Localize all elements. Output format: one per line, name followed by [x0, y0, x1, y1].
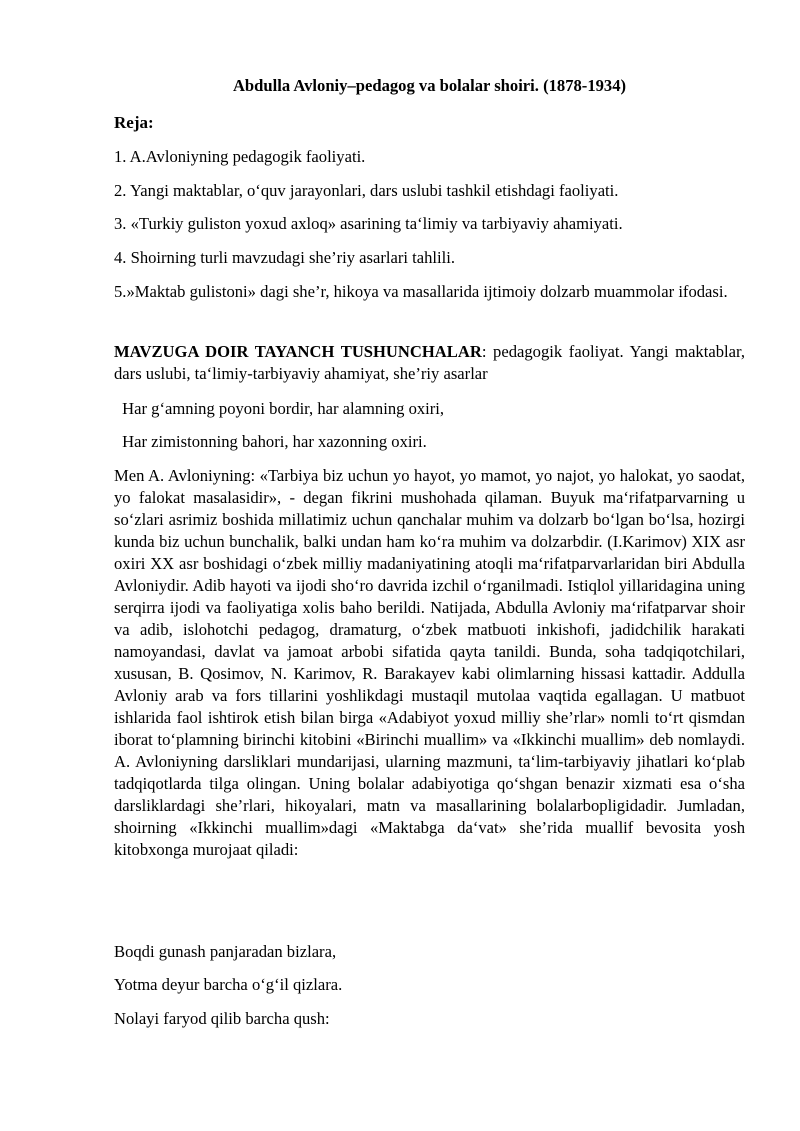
- poem-line: Yotma deyur barcha o‘g‘il qizlara.: [114, 975, 343, 994]
- poem-line: Nolayi faryod qilib barcha qush:: [114, 1009, 330, 1028]
- plan-item: 5.»Maktab gulistoni» dagi she’r, hikoya va masallarida ijtimoiy dolzarb muammolar ifodasi.: [114, 282, 728, 301]
- plan-heading: Reja:: [114, 113, 154, 132]
- poem-line: Boqdi gunash panjaradan bizlara,: [114, 942, 337, 961]
- plan-item: 4. Shoirning turli mavzudagi she’riy asarlari tahlili.: [114, 248, 456, 267]
- verse-line: Har g‘amning poyoni bordir, har alamning oxiri,: [118, 399, 445, 418]
- key-concepts-text: : pedagogik faoliyat. Yangi maktablar, dars uslubi, ta‘limiy-tarbiyaviy ahamiyat, she’riy asarlar: [114, 342, 745, 383]
- verse-line: Har zimistonning bahori, har xazonning oxiri.: [118, 432, 427, 451]
- plan-item: 1. A.Avloniyning pedagogik faoliyati.: [114, 147, 366, 166]
- page-title: Abdulla Avloniy–pedagog va bolalar shoiri. (1878-1934): [232, 76, 627, 95]
- plan-item: 2. Yangi maktablar, o‘quv jarayonlari, dars uslubi tashkil etishdagi faoliyati.: [114, 181, 619, 200]
- key-concepts: [114, 341, 745, 385]
- key-concepts-label: MAVZUGA DOIR TAYANCH TUSHUNCHALAR: [114, 342, 482, 361]
- body-paragraph: Men A. Avloniyning: «Tarbiya biz uchun yo hayot, yo mamot, yo najot, yo halokat, yo saodat, yo falokat masalasidir», - degan fikrini mushohada qilaman. Buyuk ma‘rifatparvarning u so‘zlari asrimiz boshida millatimiz uchun qanchalar muhim va dolzarb bo‘lgan bo‘lsa, hozirgi kunda biz uchun bunchalik, balki undan ham ko‘ra muhim va dolzarbdir. (I.Karimov) XIX asr oxiri XX asr boshidagi o‘zbek milliy madaniyatining atoqli ma‘rifatparvarlaridan biri Abdulla Avloniydir. Adib hayoti va ijodi sho‘ro davrida izchil o‘rganilmadi. Istiqlol yillaridagina uning serqirra ijodi va faoliyatiga xolis baho berildi. Natijada, Abdulla Avloniy ma‘rifatparvar shoir va adib, islohotchi pedagog, dramaturg, o‘zbek matbuoti inkishofi, jadidchilik harakati namoyandasi, davlat va jamoat arbobi sifatida qayta tanildi. Bunda, soha tadqiqotchilari, xususan, B. Qosimov, N. Karimov, R. Barakayev kabi olimlarning hissasi kattadir. Addulla Avloniy arab va fors tillarini yoshlikdagi mustaqil mutolaa vaqtida egallagan. U matbuot ishlarida faol ishtirok etish bilan birga «Adabiyot yoxud milliy she’rlar» nomli to‘rt qismdan iborat to‘plamning birinchi kitobini «Birinchi muallim» va «Ikkinchi muallim» deb nomlaydi. A. Avloniyning darsliklari mundarijasi, ularning mazmuni, ta‘lim-tarbiyaviy jihatlari ko‘plab tadqiqotlarda tilga olingan. Uning bolalar adabiyotiga qo‘shgan benazir xizmati esa o‘sha darsliklardagi she’rlari, hikoyalari, matn va masallarining bolalarbopligidadir. Jumladan, shoirning «Ikkinchi muallim»dagi «Maktabga da‘vat» she’rida muallif bevosita yosh kitobxonga murojaat qiladi:: [114, 466, 745, 859]
- plan-item: 3. «Turkiy guliston yoxud axloq» asarining ta‘limiy va tarbiyaviy ahamiyati.: [114, 214, 623, 233]
